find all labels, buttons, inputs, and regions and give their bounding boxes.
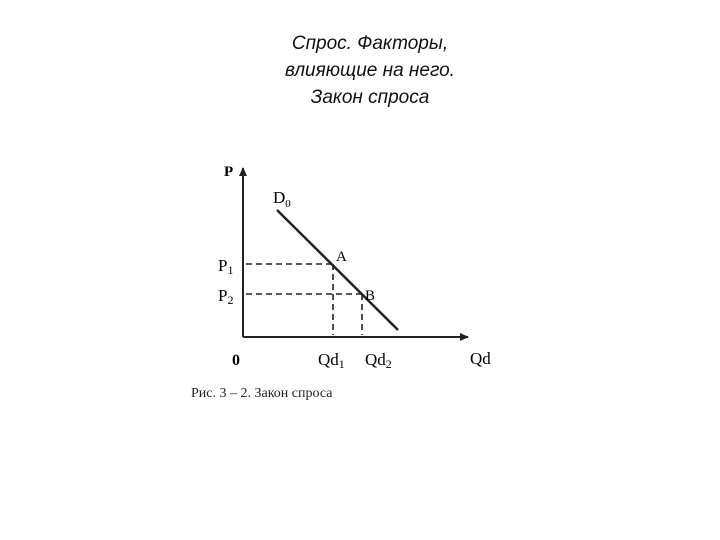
p2-label: P2 <box>218 286 234 307</box>
curve-label: $D_0$ <box>273 188 291 210</box>
title-line-2: влияющие на него. <box>285 60 455 81</box>
title-line-3: Закон спроса <box>310 87 430 108</box>
qd2-label: Qd2 <box>365 350 392 371</box>
figure-caption: Рис. 3 – 2. Закон спроса <box>191 386 333 401</box>
x-axis-label: Qd <box>470 349 491 368</box>
title-line-1: Спрос. Факторы, <box>291 33 449 54</box>
point-a-label: A <box>336 249 347 265</box>
qd1-label: Qd1 <box>318 350 345 371</box>
p1-label: P1 <box>218 256 234 277</box>
demand-curve <box>277 210 398 330</box>
origin-label: 0 <box>232 352 240 369</box>
y-axis-label: P <box>224 164 234 180</box>
point-b-label: B <box>365 288 376 304</box>
